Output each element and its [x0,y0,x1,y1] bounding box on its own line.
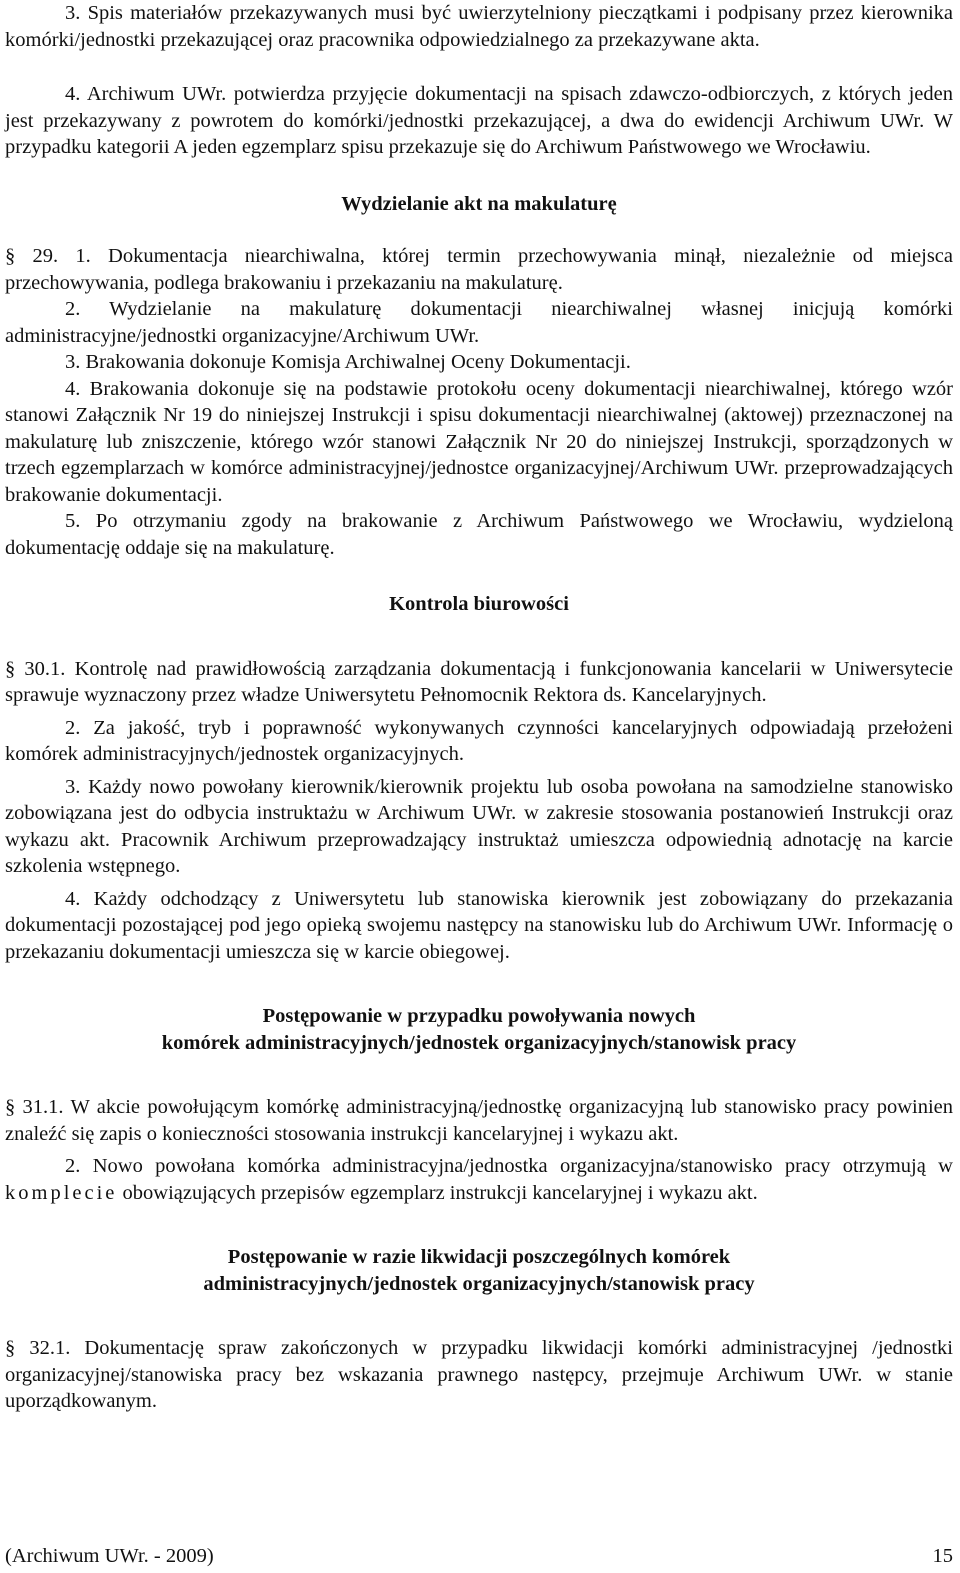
section-heading-likwidacja-line-2: administracyjnych/jednostek organizacyjnych/stanowisk pracy [203,1272,755,1295]
section-29-point-3: 3. Brakowania dokonuje Komisja Archiwalnej Oceny Dokumentacji. [65,351,631,373]
section-heading-wydzielanie: Wydzielanie akt na makulaturę [341,192,617,215]
section-32-point-1: § 32.1. Dokumentację spraw zakończonych w przypadku likwidacji komórki administracyjnej /jednostki organizacyjnej/stanowiska pracy bez wskazania prawnego następcy, przejmuje Archiwum UWr. w stanie uporządkowanym. [5,1337,953,1412]
document-page [5,0,953,1415]
section-heading-kontrola: Kontrola biurowości [389,593,569,615]
section-29-point-4: 4. Brakowania dokonuje się na podstawie protokołu oceny dokumentacji niearchiwalnej, którego wzór stanowi Załącznik Nr 19 do niniejszej Instrukcji i spisu dokumentacji niearchiwalnej (aktowej) przeznaczonej na makulaturę lub zniszczenie, którego wzór stanowi Załącznik Nr 20 do niniejszej Instrukcji, sporządzonych w trzech egzemplarzach w komórce administracyjnej/jednostce organizacyjnej/Archiwum UWr. przeprowadzających brakowanie dokumentacji. [5,377,953,506]
section-29-point-5: 5. Po otrzymaniu zgody na brakowanie z Archiwum Państwowego we Wrocławiu, wydzieloną dokumentację oddaje się na makulaturę. [5,510,953,559]
paragraph-4: 4. Archiwum UWr. potwierdza przyjęcie dokumentacji na spisach zdawczo-odbiorczych, z których jeden jest przekazywany z powrotem do komórki/jednostki przekazującej, a dwa do ewidencji Archiwum UWr. W przypadku kategorii A jeden egzemplarz spisu przekazuje się do Archiwum Państwowego we Wrocławiu. [5,83,953,158]
section-31-point-2-text-b: obowiązujących przepisów egzemplarz instrukcji kancelaryjnej i wykazu akt. [122,1181,758,1204]
section-30-point-2: 2. Za jakość, tryb i poprawność wykonywanych czynności kancelaryjnych odpowiadają przełożeni komórek administracyjnych/jednostek organizacyjnych. [5,716,953,765]
section-31-point-1: § 31.1. W akcie powołującym komórkę administracyjną/jednostkę organizacyjną lub stanowisko pracy powinien znaleźć się zapis o konieczności stosowania instrukcji kancelaryjnej i wykazu akt. [5,1096,953,1145]
section-30-point-3: 3. Każdy nowo powołany kierownik/kierownik projektu lub osoba powołana na samodzielne stanowisko zobowiązana jest do odbycia instruktażu w Archiwum UWr. w zakresie stosowania postanowień Instrukcji oraz wykazu akt. Pracownik Archiwum przeprowadzający instruktaż umieszcza odpowiednią adnotację na karcie szkolenia wstępnego. [5,775,953,877]
section-heading-likwidacja-line-1: Postępowanie w razie likwidacji poszczególnych komórek [227,1246,731,1268]
section-29-point-2: 2. Wydzielanie na makulaturę dokumentacji niearchiwalnej własnej inicjują komórki administracyjne/jednostki organizacyjne/Archiwum UWr. [5,298,953,347]
section-heading-powolywanie-line-1: Postępowanie w przypadku powoływania nowych [262,1005,696,1027]
page-number: 15 [932,1545,953,1567]
section-31-point-2-text-a: 2. Nowo powołana komórka administracyjna/jednostka organizacyjna/stanowisko pracy otrzymują w [65,1155,953,1177]
section-31-point-2-spaced-word: komplecie [5,1181,118,1204]
page-footer [5,1543,953,1569]
paragraph-3: 3. Spis materiałów przekazywanych musi być uwierzytelniony pieczątkami i podpisany przez kierownika komórki/jednostki przekazującej oraz pracownika odpowiedzialnego za przekazywane akta. [5,2,953,51]
section-29-point-1: § 29. 1. Dokumentacja niearchiwalna, której termin przechowywania minął, niezależnie od miejsca przechowywania, podlega brakowaniu i przekazaniu na makulaturę. [5,245,953,294]
section-30-point-4: 4. Każdy odchodzący z Uniwersytetu lub stanowiska kierownik jest zobowiązany do przekazania dokumentacji pozostającej pod jego opieką swojemu następcy na stanowisku lub do Archiwum UWr. Informację o przekazaniu dokumentacji umieszcza się w karcie obiegowej. [5,887,953,963]
section-31-point-2 [5,1153,953,1206]
footer-source: (Archiwum UWr. - 2009) [5,1545,214,1567]
section-heading-powolywanie-line-2: komórek administracyjnych/jednostek organizacyjnych/stanowisk pracy [161,1031,797,1054]
section-30-point-1: § 30.1. Kontrolę nad prawidłowością zarządzania dokumentacją i funkcjonowania kancelarii w Uniwersytecie sprawuje wyznaczony przez władze Uniwersytetu Pełnomocnik Rektora ds. Kancelaryjnych. [5,657,953,706]
